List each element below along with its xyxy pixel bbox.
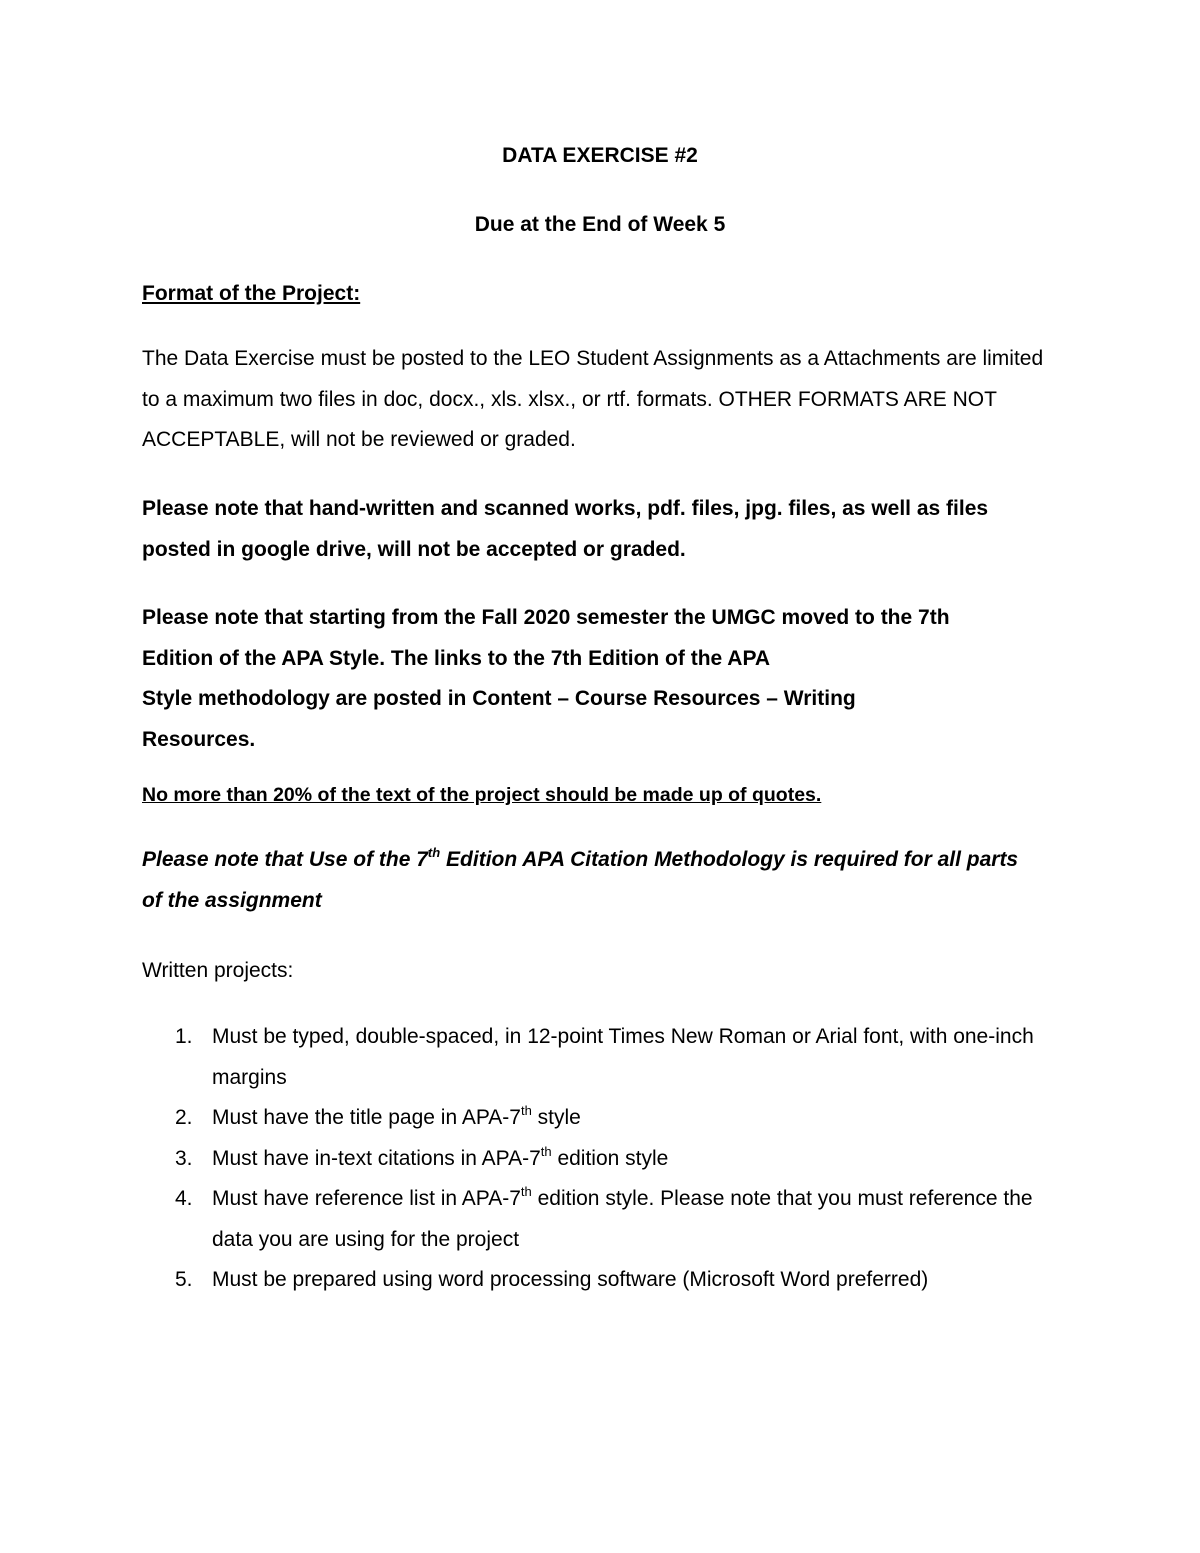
- list-item-text: Must be prepared using word processing software (Microsoft Word preferred): [212, 1268, 929, 1291]
- list-item-sup: th: [520, 1184, 532, 1199]
- citation-note-sup: th: [427, 845, 441, 860]
- list-item: [142, 1098, 1047, 1139]
- format-paragraph-text: The Data Exercise must be posted to the LEO Student Assignments as a Attachments are limited to a maximum two files in doc, docx., xls. xlsx., or rtf. formats. OTHER FORMATS ARE NOT ACCEPTABLE, will not be reviewed or graded.: [142, 347, 1044, 451]
- format-paragraph: [142, 339, 1057, 461]
- citation-note-pre: Please note that Use of the 7: [142, 848, 428, 871]
- document-title: DATA EXERCISE #2: [502, 144, 698, 167]
- citation-note: [142, 840, 1042, 921]
- files-note-text: Please note that hand-written and scanned works, pdf. files, jpg. files, as well as files posted in google drive, will not be accepted or graded.: [142, 497, 989, 561]
- list-item-number: 1.: [175, 1025, 193, 1048]
- written-projects-label: Written projects:: [142, 959, 294, 982]
- list-item: [142, 1179, 1047, 1260]
- list-item-sup: th: [540, 1143, 552, 1159]
- list-item: [142, 1017, 1047, 1098]
- apa-note: [142, 598, 1062, 760]
- citation-note-post: Edition APA Citation Methodology is required for all parts of the assignment: [142, 848, 1019, 912]
- apa-note-line-4: Resources.: [142, 727, 256, 751]
- list-item-text: Must have reference list in APA-7: [212, 1187, 521, 1210]
- list-item-number: 5.: [175, 1268, 193, 1291]
- requirements-list: [142, 1017, 1047, 1301]
- list-item-text-after: style: [531, 1106, 581, 1129]
- list-item-sup: th: [520, 1103, 532, 1118]
- list-item-text: Must have in-text citations in APA-7: [212, 1146, 541, 1170]
- list-item-number: 4.: [175, 1187, 193, 1210]
- quotes-rule: No more than 20% of the text of the project should be made up of quotes.: [142, 784, 822, 806]
- list-item-text-after: edition style. Please note that you must reference the data you are using for the project: [212, 1187, 1033, 1251]
- apa-note-line-2: Edition of the APA Style. The links to the 7th Edition of the APA: [142, 646, 771, 670]
- due-date: Due at the End of Week 5: [474, 213, 726, 236]
- apa-note-line-3: Style methodology are posted in Content – Course Resources – Writing: [142, 687, 856, 710]
- list-item: [142, 1260, 1047, 1301]
- list-item-number: 3.: [175, 1146, 193, 1170]
- apa-note-line-1: Please note that starting from the Fall 2020 semester the UMGC moved to the 7th: [142, 606, 950, 629]
- files-note: [142, 489, 1057, 570]
- format-heading: Format of the Project:: [142, 282, 361, 305]
- list-item-text: Must have the title page in APA-7: [212, 1106, 521, 1129]
- list-item: [142, 1139, 1047, 1180]
- list-item-text: Must be typed, double-spaced, in 12-point Times New Roman or Arial font, with one-inch margins: [212, 1025, 1034, 1089]
- list-item-text-after: edition style: [551, 1146, 669, 1170]
- list-item-number: 2.: [175, 1106, 193, 1129]
